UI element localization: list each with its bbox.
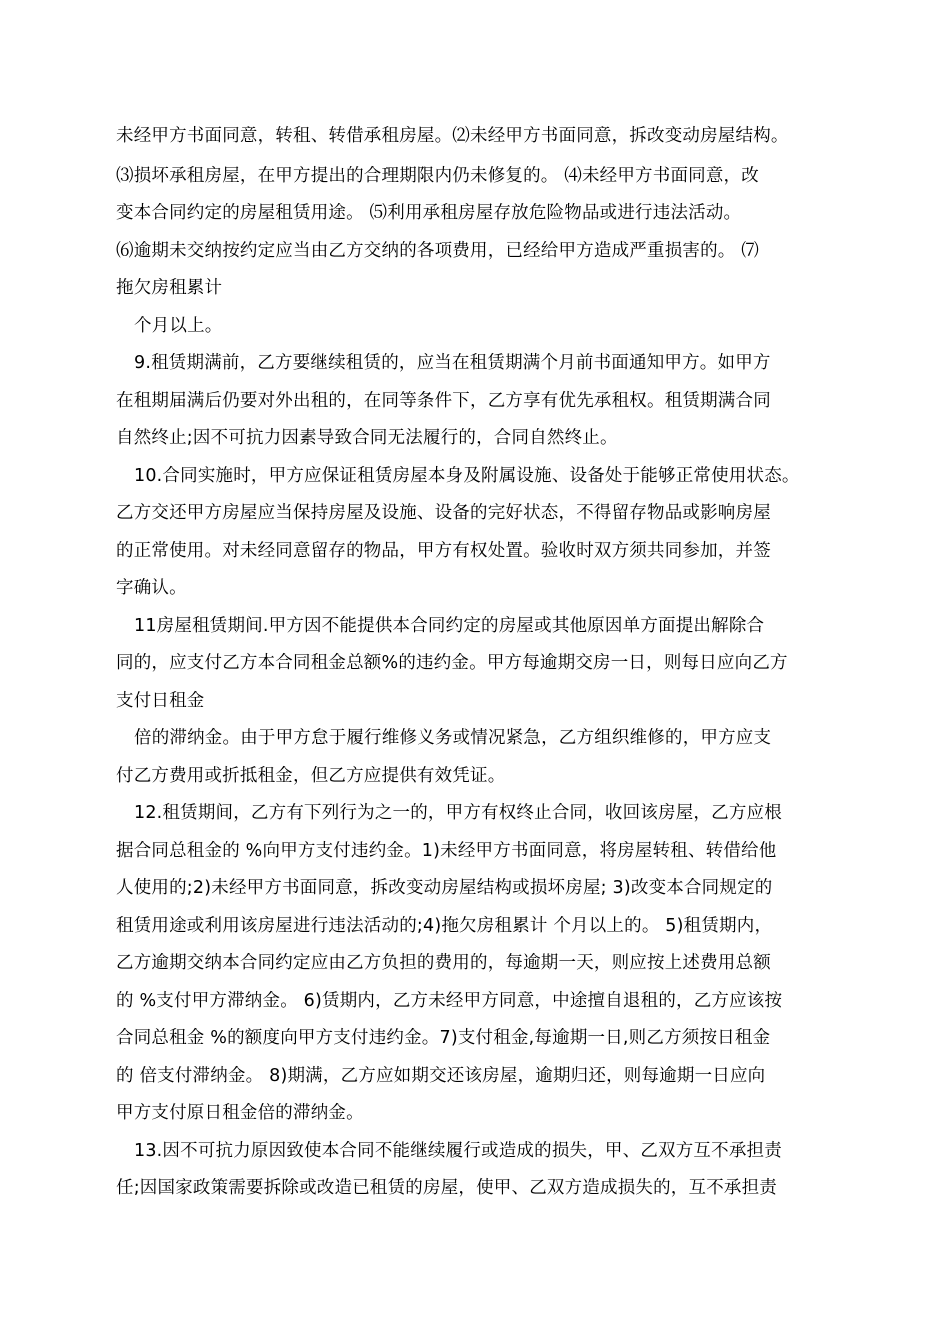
text-line: ⑶损坏承租房屋，在甲方提出的合理期限内仍未修复的。 ⑷未经甲方书面同意，改 bbox=[116, 166, 759, 186]
text-line: 任;因国家政策需要拆除或改造已租赁的房屋，使甲、乙双方造成损失的，互不承担责 bbox=[116, 1178, 777, 1198]
text-line: 甲方支付原日租金倍的滞纳金。 bbox=[116, 1103, 364, 1123]
text-line: 未经甲方书面同意，转租、转借承租房屋。⑵未经甲方书面同意，拆改变动房屋结构。 bbox=[116, 126, 789, 146]
text-line: 同的，应支付乙方本合同租金总额%的违约金。甲方每逾期交房一日，则每日应向乙方 bbox=[116, 653, 788, 673]
text-line: 变本合同约定的房屋租赁用途。 ⑸利用承租房屋存放危险物品或进行违法活动。 bbox=[116, 203, 742, 223]
text-line: 支付日租金 bbox=[116, 691, 205, 711]
text-line: 10.合同实施时，甲方应保证租赁房屋本身及附属设施、设备处于能够正常使用状态。 bbox=[134, 466, 800, 486]
text-line: 在租期届满后仍要对外出租的，在同等条件下，乙方享有优先承租权。租赁期满合同 bbox=[116, 391, 771, 411]
text-line: 11房屋租赁期间.甲方因不能提供本合同约定的房屋或其他原因单方面提出解除合 bbox=[134, 616, 765, 636]
text-line: 自然终止;因不可抗力因素导致合同无法履行的，合同自然终止。 bbox=[116, 428, 618, 448]
text-line: 的 %支付甲方滞纳金。 6)赁期内，乙方未经甲方同意，中途擅自退租的，乙方应该按 bbox=[116, 991, 783, 1011]
text-line: 人使用的;2)未经甲方书面同意，拆改变动房屋结构或损坏房屋; 3)改变本合同规定的 bbox=[116, 878, 773, 898]
text-line: 拖欠房租累计 bbox=[116, 278, 223, 298]
text-line: 合同总租金 %的额度向甲方支付违约金。7)支付租金,每逾期一日,则乙方须按日租金 bbox=[116, 1028, 771, 1048]
text-line: 乙方逾期交纳本合同约定应由乙方负担的费用的，每逾期一天，则应按上述费用总额 bbox=[116, 953, 771, 973]
text-line: 的 倍支付滞纳金。 8)期满，乙方应如期交还该房屋，逾期归还，则每逾期一日应向 bbox=[116, 1066, 766, 1086]
text-line: 租赁用途或利用该房屋进行违法活动的;4)拖欠房租累计 个月以上的。 5)租赁期内， bbox=[116, 916, 773, 936]
text-line: 据合同总租金的 %向甲方支付违约金。1)未经甲方书面同意，将房屋转租、转借给他 bbox=[116, 841, 777, 861]
text-line: 字确认。 bbox=[116, 578, 187, 598]
text-line: 的正常使用。对未经同意留存的物品，甲方有权处置。验收时双方须共同参加，并签 bbox=[116, 541, 771, 561]
text-line: 9.租赁期满前，乙方要继续租赁的，应当在租赁期满个月前书面通知甲方。如甲方 bbox=[134, 353, 771, 373]
text-line: 个月以上。 bbox=[134, 316, 223, 336]
text-line: ⑹逾期未交纳按约定应当由乙方交纳的各项费用，已经给甲方造成严重损害的。 ⑺ bbox=[116, 241, 759, 261]
text-line: 付乙方费用或折抵租金，但乙方应提供有效凭证。 bbox=[116, 766, 506, 786]
text-line: 12.租赁期间，乙方有下列行为之一的，甲方有权终止合同，收回该房屋，乙方应根 bbox=[134, 803, 782, 823]
text-line: 倍的滞纳金。由于甲方怠于履行维修义务或情况紧急，乙方组织维修的，甲方应支 bbox=[134, 728, 772, 748]
text-line: 乙方交还甲方房屋应当保持房屋及设施、设备的完好状态，不得留存物品或影响房屋 bbox=[116, 503, 771, 523]
text-line: 13.因不可抗力原因致使本合同不能继续履行或造成的损失，甲、乙双方互不承担责 bbox=[134, 1141, 782, 1161]
